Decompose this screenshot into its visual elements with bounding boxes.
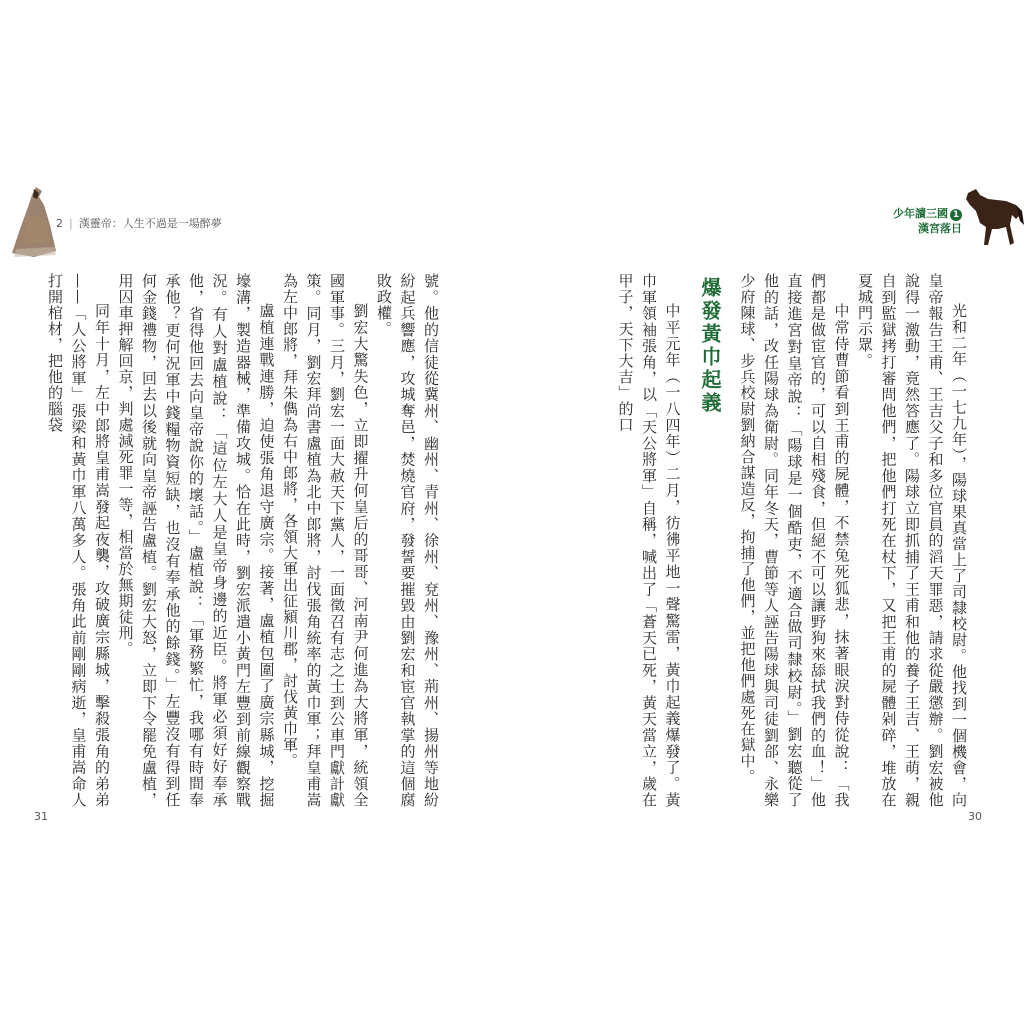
page-number-right: 30 (968, 810, 982, 823)
warrior-illustration-icon (6, 185, 58, 260)
paragraph: 劉宏大驚失色，立即擢升何皇后的哥哥、河南尹何進為大將軍，統領全國軍事。三月，劉宏一面大赦天下黨人，一面徵召有志之士到公車門獻計獻策。同月，劉宏拜尚書盧植為北中郎將，討伐張角統率的黃巾軍；拜皇甫嵩為左中郎將，拜朱儁為右中郎將，各領大軍出征潁川郡，討伐黃巾軍。 (281, 273, 370, 808)
paragraph: 中平元年（一八四年）二月，彷彿平地一聲驚雷，黃巾起義爆發了。黃巾軍領袖張角，以「天公將軍」自稱，喊出了「蒼天已死，黃天當立，歲在甲子，天下大吉」的口 (616, 273, 682, 808)
page-30-text (605, 273, 970, 808)
running-header-left (56, 215, 222, 231)
header-divider: | (69, 217, 73, 230)
page-number-left: 31 (34, 810, 48, 823)
chapter-title: 漢靈帝：人生不過是一場醉夢 (78, 217, 222, 230)
page-31-text (46, 273, 442, 808)
series-name: 少年讀三國 (893, 207, 948, 220)
paragraph: 中常侍曹節看到王甫的屍體，不禁兔死狐悲，抹著眼淚對侍從說：「我們都是做宦官的，可以自相殘食，但絕不可以讓野狗來舔拭我們的血！」他直接進宮對皇帝說：「陽球是一個酷吏，不適合做司隸校尉。」劉宏聽從了他的話，改任陽球為衛尉。同年冬天，曹節等人誣告陽球與司徒劉郃、永樂少府陳球、步兵校尉劉納合謀造反，拘捕了他們，並把他們處死在獄中。 (738, 273, 851, 808)
series-title (893, 206, 962, 221)
paragraph: 盧植連戰連勝，迫使張角退守廣宗。接著，盧植包圍了廣宗縣城，挖掘壕溝，製造器械，準備攻城。恰在此時，劉宏派遣小黃門左豐到前線觀察戰況。有人對盧植說：「這位左大人是皇帝身邊的近臣。將軍必須好好奉承他，省得他回去向皇帝說你的壞話。」盧植說：「軍務繁忙，我哪有時間奉承他？更何況軍中錢糧物資短缺，也沒有奉承他的餘錢。」左豐沒有得到任何金錢禮物，回去以後就向皇帝誣告盧植。劉宏大怒，立即下令罷免盧植，用囚車押解回京，判處減死罪一等，相當於無期徒刑。 (116, 273, 276, 808)
paragraph: 同年十月，左中郎將皇甫嵩發起夜襲，攻破廣宗縣城，擊殺張角的弟弟——「人公將軍」張梁和黃巾軍八萬多人。張角此前剛剛病逝，皇甫嵩命人打開棺材，把他的腦袋 (46, 273, 111, 808)
running-header-right (893, 206, 962, 236)
paragraph-continued: 號。他的信徒從冀州、幽州、青州、徐州、兗州、豫州、荊州、揚州等地紛紛起兵響應，攻城奪邑，焚燒官府，發誓要摧毀由劉宏和宦官執掌的這個腐敗政權。 (375, 273, 440, 808)
horse-illustration-icon (962, 185, 1024, 255)
chapter-number: 2 (56, 217, 63, 230)
volume-badge: 1 (950, 209, 962, 221)
volume-subtitle: 漢宮落日 (918, 222, 962, 235)
paragraph: 光和二年（一七九年），陽球果真當上了司隸校尉。他找到一個機會，向皇帝報告王甫、王吉父子和多位官員的滔天罪惡，請求從嚴懲辦。劉宏被他說得一激動，竟然答應了。陽球立即抓捕了王甫和他的養子王吉、王萌，親自到監獄拷打審問他們，把他們打死在杖下，又把王甫的屍體剁碎，堆放在夏城門示眾。 (856, 273, 968, 808)
section-heading: 爆發黃巾起義 (698, 277, 722, 415)
